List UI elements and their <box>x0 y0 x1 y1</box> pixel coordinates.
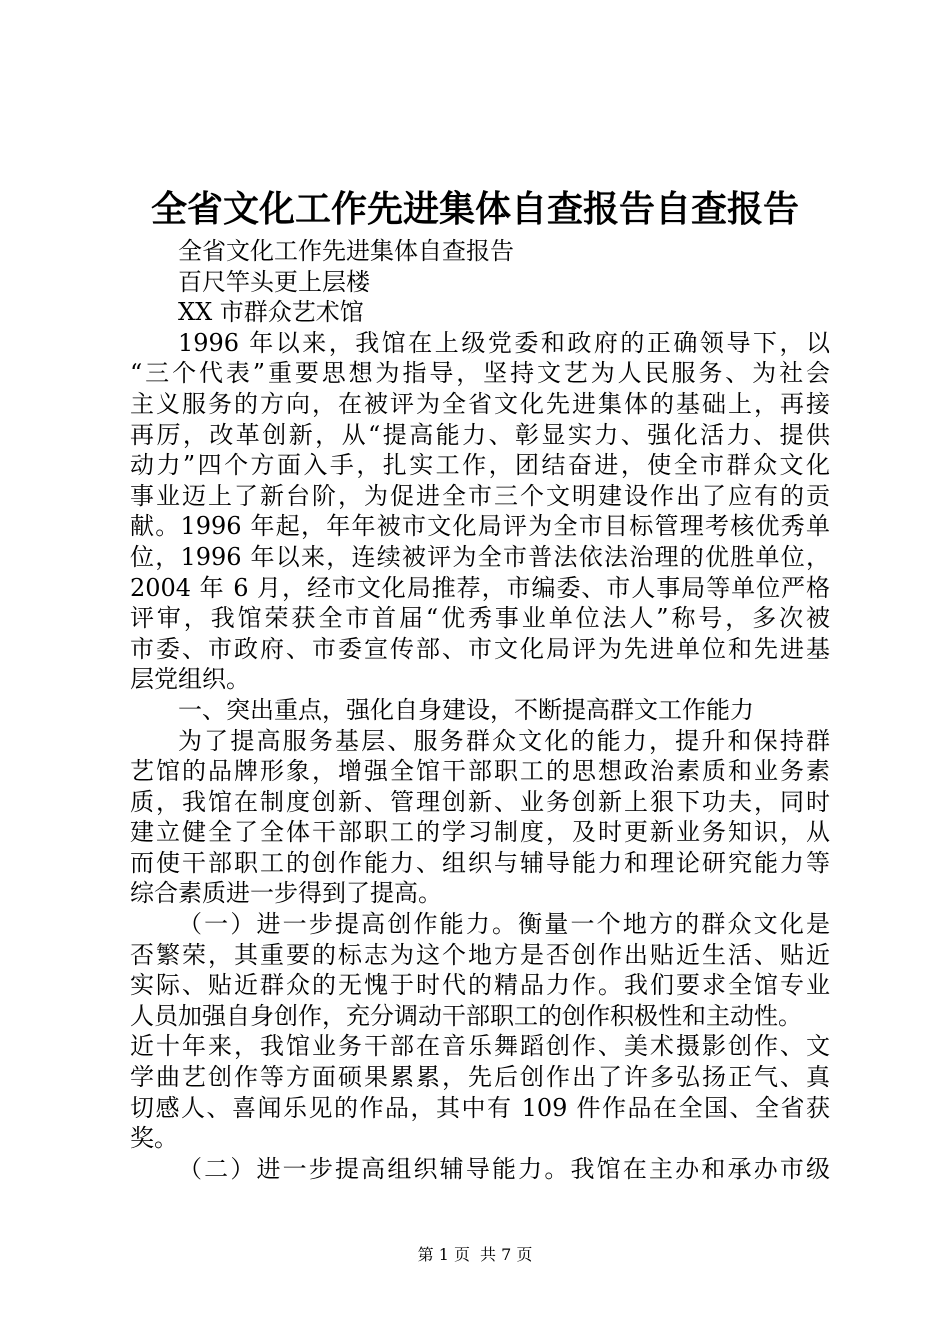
text-line: 2004 年 6 月，经市文化局推荐，市编委、市人事局等单位严格 <box>130 573 830 602</box>
page-number-current: 第 1 页 <box>417 1245 470 1264</box>
text-line: 综合素质进一步得到了提高。 <box>130 879 442 908</box>
document-body <box>130 236 830 1184</box>
text-line: 奖。 <box>130 1124 178 1153</box>
text-line: XX 市群众艺术馆 <box>178 298 364 327</box>
text-line: 百尺竿头更上层楼 <box>178 267 370 296</box>
text-line: 艺馆的品牌形象，增强全馆干部职工的思想政治素质和业务素 <box>130 757 830 786</box>
text-line: 人员加强自身创作，充分调动干部职工的创作积极性和主动性。 <box>130 1001 802 1030</box>
text-line: “三个代表”重要思想为指导，坚持文艺为人民服务、为社会 <box>130 359 830 388</box>
text-line: 而使干部职工的创作能力、组织与辅导能力和理论研究能力等 <box>130 848 830 877</box>
text-line: 动力”四个方面入手，扎实工作，团结奋进，使全市群众文化 <box>130 451 830 480</box>
text-line: 再厉，改革创新，从“提高能力、彰显实力、强化活力、提供 <box>130 420 830 449</box>
text-line: 位，1996 年以来，连续被评为全市普法依法治理的优胜单位， <box>130 542 830 571</box>
text-line: 为了提高服务基层、服务群众文化的能力，提升和保持群 <box>178 726 830 755</box>
text-line: 建立健全了全体干部职工的学习制度，及时更新业务知识，从 <box>130 818 830 847</box>
page-footer <box>0 1244 950 1266</box>
text-line: （二）进一步提高组织辅导能力。我馆在主办和承办市级 <box>178 1154 830 1183</box>
text-line: 近十年来，我馆业务干部在音乐舞蹈创作、美术摄影创作、文 <box>130 1032 830 1061</box>
page-number-total: 共 7 页 <box>480 1245 533 1264</box>
text-line: 主义服务的方向，在被评为全省文化先进集体的基础上，再接 <box>130 389 830 418</box>
text-line: （一）进一步提高创作能力。衡量一个地方的群众文化是 <box>178 910 830 939</box>
text-line: 学曲艺创作等方面硕果累累，先后创作出了许多弘扬正气、真 <box>130 1063 830 1092</box>
text-line: 市委、市政府、市委宣传部、市文化局评为先进单位和先进基 <box>130 634 830 663</box>
text-line: 切感人、喜闻乐见的作品，其中有 109 件作品在全国、全省获 <box>130 1093 830 1122</box>
text-line: 全省文化工作先进集体自查报告 <box>178 237 514 265</box>
text-line: 层党组织。 <box>130 665 250 694</box>
text-line: 献。1996 年起，年年被市文化局评为全市目标管理考核优秀单 <box>130 512 830 541</box>
text-line: 评审，我馆荣获全市首届“优秀事业单位法人”称号，多次被 <box>130 604 830 633</box>
text-line: 事业迈上了新台阶，为促进全市三个文明建设作出了应有的贡 <box>130 481 830 510</box>
text-line: 质，我馆在制度创新、管理创新、业务创新上狠下功夫，同时 <box>130 787 830 816</box>
document-title: 全省文化工作先进集体自查报告自查报告 <box>150 188 799 230</box>
text-line: 1996 年以来，我馆在上级党委和政府的正确领导下，以 <box>178 328 830 357</box>
section-heading: 一、突出重点，强化自身建设，不断提高群文工作能力 <box>178 695 754 724</box>
text-line: 否繁荣，其重要的标志为这个地方是否创作出贴近生活、贴近 <box>130 940 830 969</box>
text-line: 实际、贴近群众的无愧于时代的精品力作。我们要求全馆专业 <box>130 971 830 1000</box>
